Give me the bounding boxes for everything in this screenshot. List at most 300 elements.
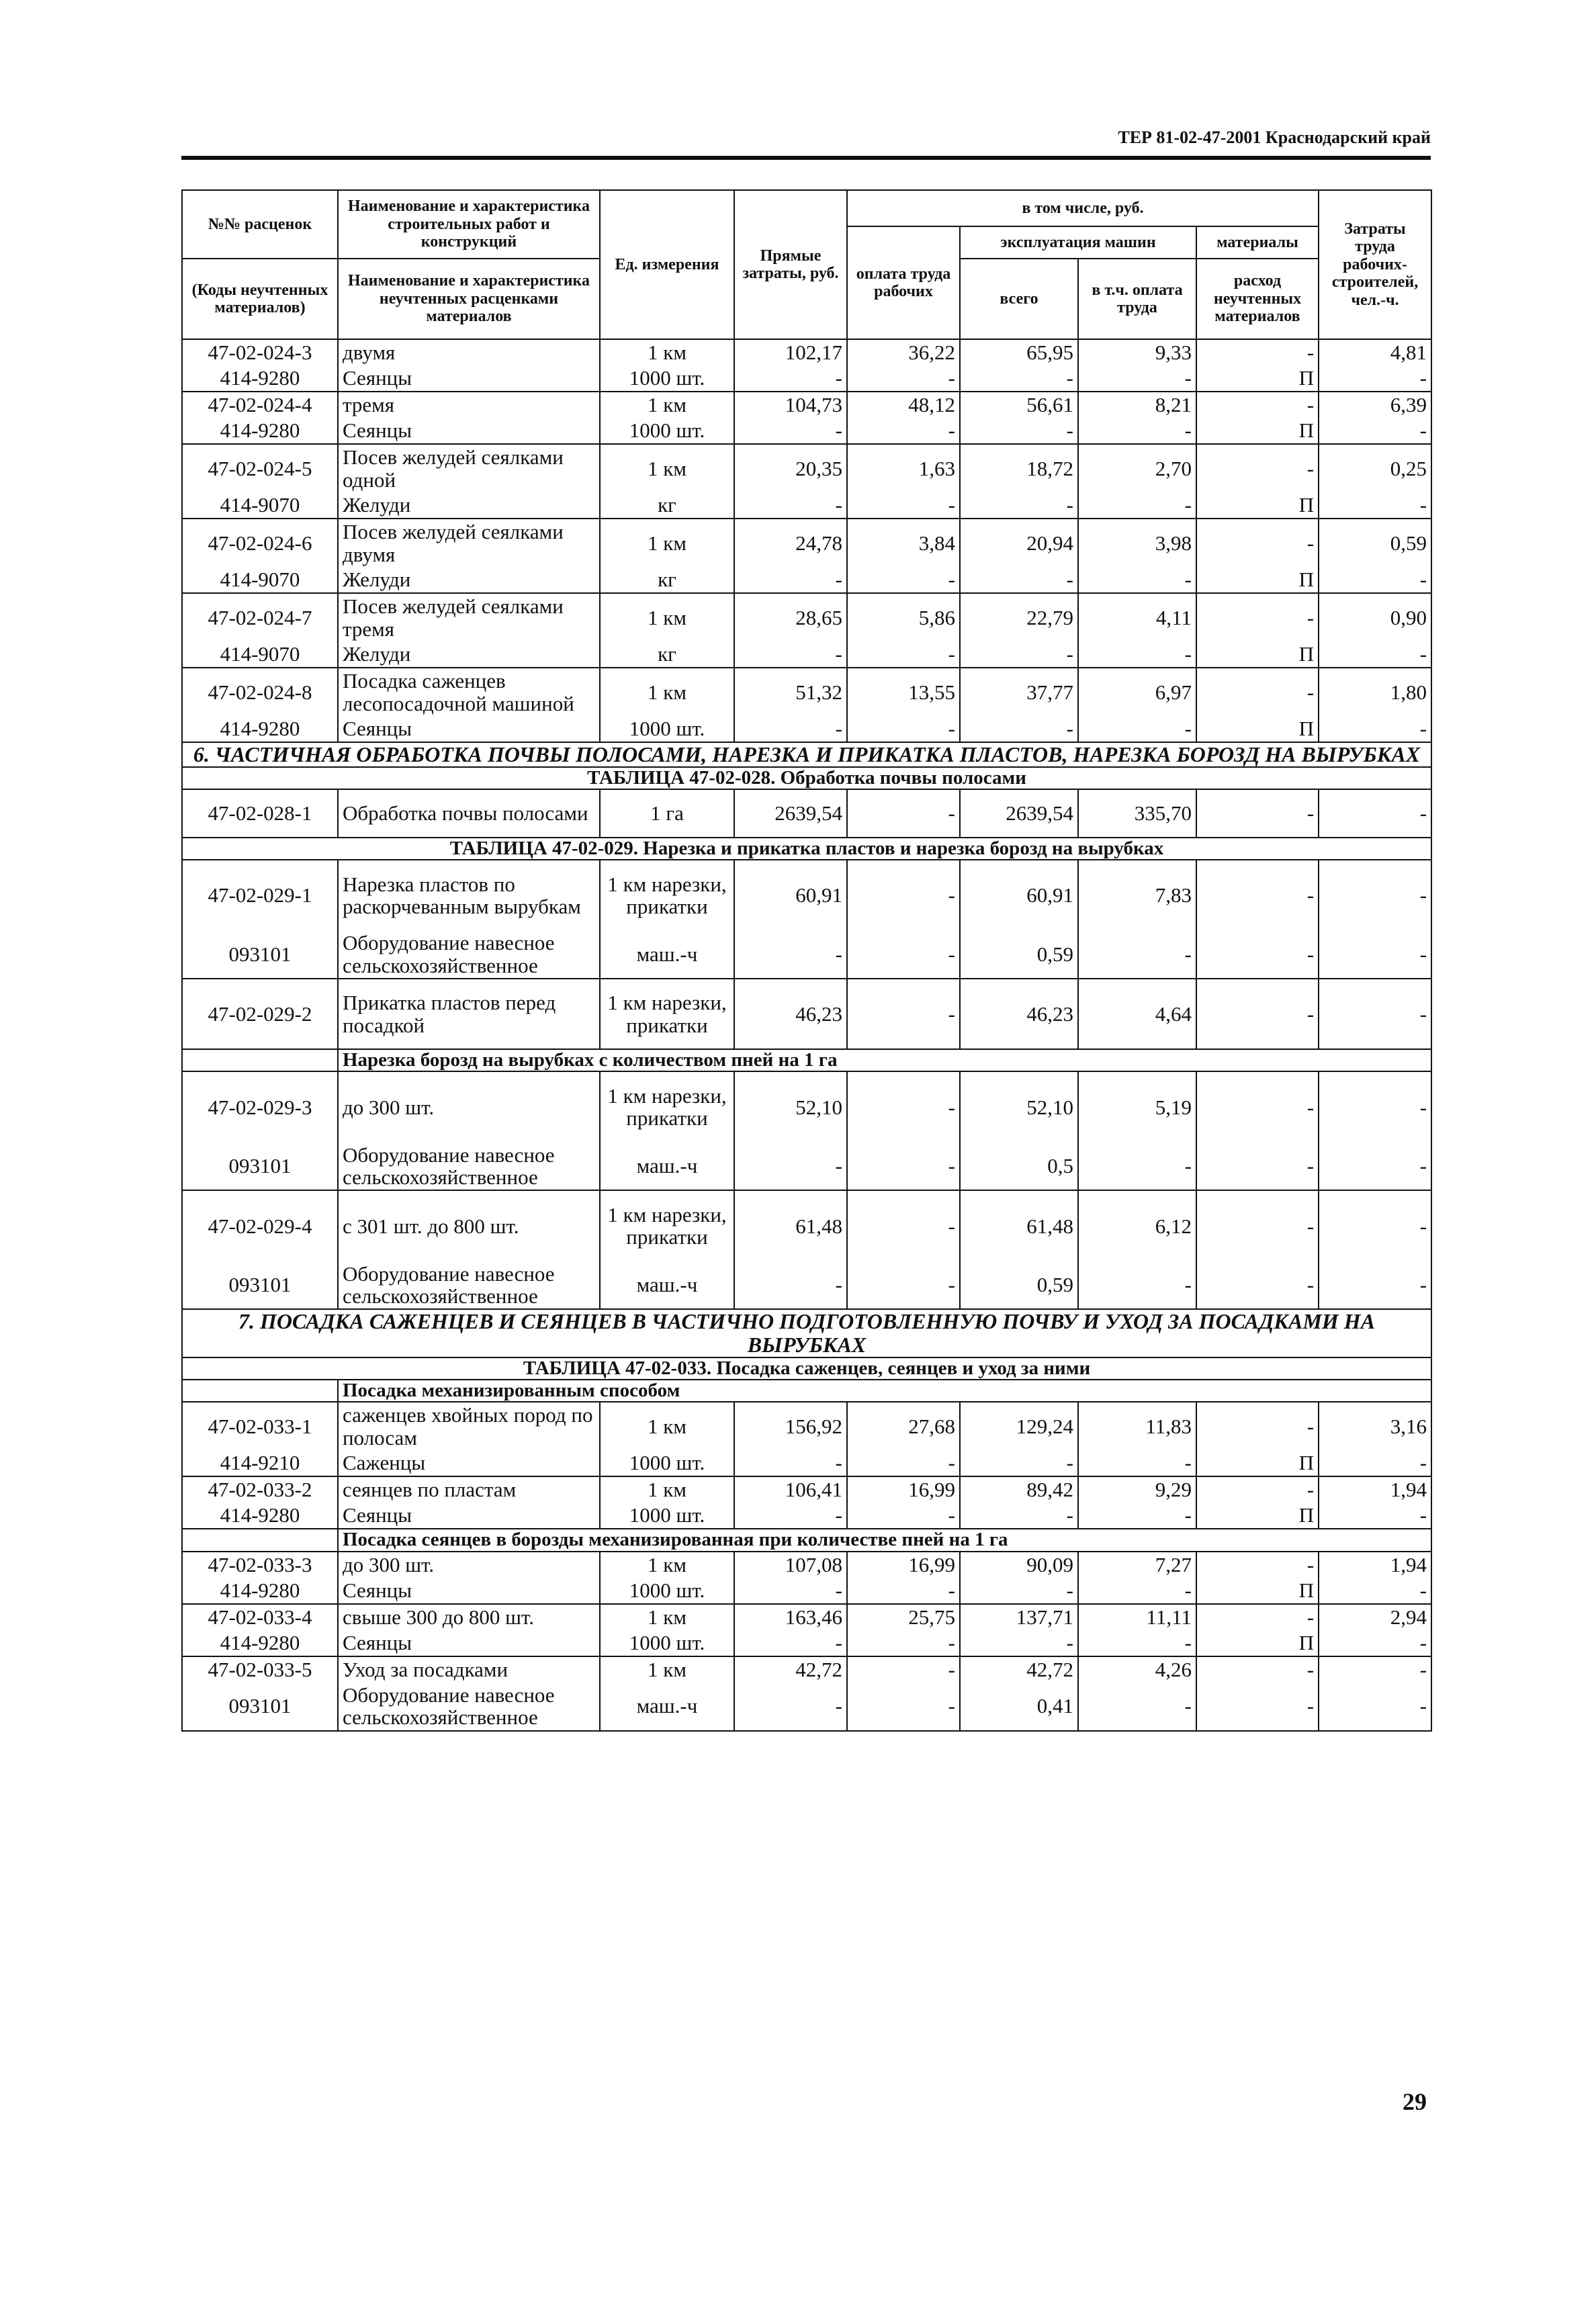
- cell-direct: -: [734, 492, 847, 519]
- cell-direct: -: [734, 418, 847, 444]
- cell-name: Желуди: [338, 641, 600, 668]
- col-code-bottom: (Коды неучтенных материалов): [182, 259, 338, 339]
- cell-labor: -: [847, 1190, 960, 1261]
- material-row: [182, 1261, 1431, 1309]
- cell-name: Оборудование навесное сельскохозяйственное: [338, 1683, 600, 1731]
- cell-direct: 102,17: [734, 339, 847, 365]
- cell-workers: -: [1319, 1190, 1431, 1261]
- cell-machines-labor: -: [1078, 365, 1196, 392]
- cell-name: свыше 300 до 800 шт.: [338, 1604, 600, 1630]
- cell-unit: кг: [600, 567, 734, 593]
- cell-code: 093101: [182, 1142, 338, 1190]
- cell-machines-labor: -: [1078, 1142, 1196, 1190]
- table-head: [182, 190, 1431, 339]
- blank-cell: [182, 1529, 338, 1551]
- cell-direct: -: [734, 1503, 847, 1529]
- cell-workers: -: [1319, 860, 1431, 930]
- material-row: [182, 567, 1431, 593]
- material-row: [182, 1450, 1431, 1476]
- cell-name: саженцев хвойных пород по полосам: [338, 1402, 600, 1450]
- cell-workers: -: [1319, 716, 1431, 742]
- cell-materials: П: [1196, 365, 1319, 392]
- cell-labor: 27,68: [847, 1402, 960, 1450]
- cell-name: Желуди: [338, 492, 600, 519]
- cell-direct: 156,92: [734, 1402, 847, 1450]
- cell-machines-labor: -: [1078, 1450, 1196, 1476]
- cell-unit: 1 км: [600, 1476, 734, 1503]
- cell-unit: маш.-ч: [600, 1683, 734, 1731]
- cell-labor: 13,55: [847, 668, 960, 716]
- cell-machines-labor: 4,26: [1078, 1656, 1196, 1683]
- cell-direct: -: [734, 1261, 847, 1309]
- col-materials-sub: расход неучтенных материалов: [1196, 259, 1319, 339]
- cell-machines-labor: 8,21: [1078, 392, 1196, 418]
- cell-name: Обработка почвы полосами: [338, 789, 600, 838]
- cell-unit: 1000 шт.: [600, 1578, 734, 1604]
- cell-name: Оборудование навесное сельскохозяйственное: [338, 1142, 600, 1190]
- cell-unit: маш.-ч: [600, 1142, 734, 1190]
- cell-direct: -: [734, 930, 847, 979]
- cell-workers: -: [1319, 979, 1431, 1049]
- table-title-text: ТАБЛИЦА 47-02-029. Нарезка и прикатка пластов и нарезка борозд на вырубках: [182, 838, 1431, 860]
- cell-unit: маш.-ч: [600, 930, 734, 979]
- table-row: [182, 668, 1431, 716]
- cell-name: Сеянцы: [338, 418, 600, 444]
- cell-machines-labor: -: [1078, 930, 1196, 979]
- cell-machines-labor: 335,70: [1078, 789, 1196, 838]
- cell-direct: -: [734, 1578, 847, 1604]
- table-row: [182, 979, 1431, 1049]
- cell-machines-total: 129,24: [960, 1402, 1078, 1450]
- cell-direct: -: [734, 1630, 847, 1656]
- cell-unit: маш.-ч: [600, 1261, 734, 1309]
- cell-direct: 2639,54: [734, 789, 847, 838]
- cell-name: Сеянцы: [338, 1630, 600, 1656]
- col-materials: материалы: [1196, 226, 1319, 259]
- cell-code: 414-9070: [182, 567, 338, 593]
- cell-code: 47-02-033-5: [182, 1656, 338, 1683]
- material-row: [182, 716, 1431, 742]
- cell-machines-total: -: [960, 418, 1078, 444]
- material-row: [182, 1578, 1431, 1604]
- cell-name: Посев желудей сеялками тремя: [338, 593, 600, 641]
- cell-code: 47-02-024-6: [182, 519, 338, 567]
- cell-name: тремя: [338, 392, 600, 418]
- cell-code: 47-02-024-4: [182, 392, 338, 418]
- cell-materials: -: [1196, 1552, 1319, 1578]
- cell-name: сеянцев по пластам: [338, 1476, 600, 1503]
- cell-machines-labor: -: [1078, 492, 1196, 519]
- cell-labor: -: [847, 1071, 960, 1142]
- cell-materials: -: [1196, 789, 1319, 838]
- group-subheading: [182, 1529, 1431, 1551]
- table-row: [182, 392, 1431, 418]
- cell-direct: 24,78: [734, 519, 847, 567]
- cell-labor: -: [847, 1683, 960, 1731]
- cell-code: 47-02-033-1: [182, 1402, 338, 1450]
- cell-unit: 1 га: [600, 789, 734, 838]
- cell-labor: -: [847, 930, 960, 979]
- cell-unit: 1 км нарезки, прикатки: [600, 979, 734, 1049]
- cell-code: 093101: [182, 930, 338, 979]
- col-name-bottom: Наименование и характеристика неучтенных расценками материалов: [338, 259, 600, 339]
- col-code-top: №№ расценок: [182, 190, 338, 259]
- cell-machines-total: 22,79: [960, 593, 1078, 641]
- cell-labor: -: [847, 1503, 960, 1529]
- cell-labor: -: [847, 716, 960, 742]
- group-subheading: [182, 1049, 1431, 1071]
- cell-workers: -: [1319, 567, 1431, 593]
- material-row: [182, 365, 1431, 392]
- col-unit: Ед. измерения: [600, 190, 734, 339]
- cell-machines-total: 60,91: [960, 860, 1078, 930]
- cell-labor: -: [847, 1578, 960, 1604]
- material-row: [182, 1683, 1431, 1731]
- cell-labor: 48,12: [847, 392, 960, 418]
- cell-machines-total: 61,48: [960, 1190, 1078, 1261]
- cell-materials: -: [1196, 519, 1319, 567]
- cell-labor: -: [847, 1261, 960, 1309]
- cell-machines-total: -: [960, 716, 1078, 742]
- cell-labor: 25,75: [847, 1604, 960, 1630]
- table-title: [182, 767, 1431, 789]
- cell-unit: 1 км: [600, 444, 734, 492]
- cell-workers: -: [1319, 1261, 1431, 1309]
- cell-machines-labor: 3,98: [1078, 519, 1196, 567]
- cell-machines-total: -: [960, 641, 1078, 668]
- cell-code: 47-02-024-8: [182, 668, 338, 716]
- cell-name: Посев желудей сеялками двумя: [338, 519, 600, 567]
- cell-machines-total: 52,10: [960, 1071, 1078, 1142]
- table-title-text: ТАБЛИЦА 47-02-033. Посадка саженцев, сеянцев и уход за ними: [182, 1357, 1431, 1380]
- cell-machines-labor: 11,83: [1078, 1402, 1196, 1450]
- cell-machines-total: 56,61: [960, 392, 1078, 418]
- cell-code: 47-02-024-5: [182, 444, 338, 492]
- material-row: [182, 1142, 1431, 1190]
- cell-labor: -: [847, 1656, 960, 1683]
- cell-labor: -: [847, 365, 960, 392]
- cell-unit: 1 км: [600, 1604, 734, 1630]
- cell-machines-total: -: [960, 1503, 1078, 1529]
- cell-materials: -: [1196, 1142, 1319, 1190]
- cell-direct: -: [734, 641, 847, 668]
- col-machines: эксплуатация машин: [960, 226, 1196, 259]
- cell-machines-labor: -: [1078, 1630, 1196, 1656]
- cell-machines-total: -: [960, 492, 1078, 519]
- cell-machines-total: 18,72: [960, 444, 1078, 492]
- cell-code: 414-9070: [182, 641, 338, 668]
- cell-machines-total: -: [960, 365, 1078, 392]
- cell-code: 47-02-033-3: [182, 1552, 338, 1578]
- cell-direct: 46,23: [734, 979, 847, 1049]
- cell-machines-total: 2639,54: [960, 789, 1078, 838]
- material-row: [182, 1630, 1431, 1656]
- cell-materials: -: [1196, 1190, 1319, 1261]
- cell-workers: -: [1319, 1656, 1431, 1683]
- cell-machines-labor: -: [1078, 567, 1196, 593]
- cell-workers: -: [1319, 1450, 1431, 1476]
- cell-machines-total: 37,77: [960, 668, 1078, 716]
- cell-machines-labor: -: [1078, 1503, 1196, 1529]
- table-row: [182, 1402, 1431, 1450]
- cell-unit: 1 км: [600, 1552, 734, 1578]
- cell-direct: 42,72: [734, 1656, 847, 1683]
- cell-unit: 1 км нарезки, прикатки: [600, 1071, 734, 1142]
- cell-unit: 1000 шт.: [600, 1503, 734, 1529]
- table-row: [182, 1552, 1431, 1578]
- cell-name: Нарезка пластов по раскорчеванным вырубкам: [338, 860, 600, 930]
- cell-machines-labor: -: [1078, 1261, 1196, 1309]
- cell-unit: 1 км: [600, 668, 734, 716]
- cell-direct: -: [734, 1142, 847, 1190]
- cell-workers: 3,16: [1319, 1402, 1431, 1450]
- col-name-top: Наименование и характеристика строительных работ и конструкций: [338, 190, 600, 259]
- cell-machines-total: 65,95: [960, 339, 1078, 365]
- cell-workers: 2,94: [1319, 1604, 1431, 1630]
- section-heading-text: 6. ЧАСТИЧНАЯ ОБРАБОТКА ПОЧВЫ ПОЛОСАМИ, НАРЕЗКА И ПРИКАТКА ПЛАСТОВ, НАРЕЗКА БОРОЗД НА ВЫРУБКАХ: [182, 742, 1431, 767]
- cell-direct: 163,46: [734, 1604, 847, 1630]
- cell-machines-total: -: [960, 567, 1078, 593]
- cell-materials: П: [1196, 492, 1319, 519]
- cell-materials: -: [1196, 860, 1319, 930]
- cell-name: Оборудование навесное сельскохозяйственное: [338, 1261, 600, 1309]
- cell-workers: -: [1319, 641, 1431, 668]
- cell-unit: 1 км: [600, 519, 734, 567]
- cell-machines-labor: 4,11: [1078, 593, 1196, 641]
- cell-unit: 1000 шт.: [600, 716, 734, 742]
- cell-workers: -: [1319, 1578, 1431, 1604]
- cell-materials: -: [1196, 1261, 1319, 1309]
- cell-machines-total: 46,23: [960, 979, 1078, 1049]
- cell-materials: -: [1196, 1071, 1319, 1142]
- material-row: [182, 641, 1431, 668]
- table-row: [182, 789, 1431, 838]
- cell-workers: 6,39: [1319, 392, 1431, 418]
- cell-labor: 36,22: [847, 339, 960, 365]
- cell-labor: 16,99: [847, 1476, 960, 1503]
- cell-materials: -: [1196, 339, 1319, 365]
- cell-code: 47-02-028-1: [182, 789, 338, 838]
- cell-code: 47-02-033-2: [182, 1476, 338, 1503]
- cell-machines-total: 89,42: [960, 1476, 1078, 1503]
- cell-workers: -: [1319, 930, 1431, 979]
- cell-workers: -: [1319, 1630, 1431, 1656]
- material-row: [182, 930, 1431, 979]
- cell-name: Посев желудей сеялками одной: [338, 444, 600, 492]
- group-subheading-text: Нарезка борозд на вырубках с количеством пней на 1 га: [338, 1049, 1431, 1071]
- cell-code: 414-9280: [182, 1578, 338, 1604]
- cell-labor: -: [847, 979, 960, 1049]
- cell-materials: П: [1196, 1503, 1319, 1529]
- col-labor: оплата труда рабочих: [847, 226, 960, 339]
- cell-machines-total: 0,59: [960, 1261, 1078, 1309]
- cell-name: Сеянцы: [338, 1503, 600, 1529]
- cell-workers: -: [1319, 1683, 1431, 1731]
- cell-code: 414-9280: [182, 1630, 338, 1656]
- cell-code: 47-02-024-7: [182, 593, 338, 641]
- rates-table: [181, 189, 1432, 1732]
- cell-labor: 3,84: [847, 519, 960, 567]
- cell-name: до 300 шт.: [338, 1552, 600, 1578]
- cell-direct: 104,73: [734, 392, 847, 418]
- cell-machines-labor: 6,97: [1078, 668, 1196, 716]
- cell-materials: -: [1196, 668, 1319, 716]
- cell-labor: -: [847, 641, 960, 668]
- cell-labor: -: [847, 860, 960, 930]
- rates-table-container: [181, 189, 1431, 1732]
- cell-workers: -: [1319, 418, 1431, 444]
- cell-machines-labor: -: [1078, 641, 1196, 668]
- cell-code: 414-9280: [182, 418, 338, 444]
- cell-code: 093101: [182, 1683, 338, 1731]
- table-row: [182, 519, 1431, 567]
- document-header: ТЕР 81-02-47-2001 Краснодарский край: [1118, 128, 1431, 147]
- cell-code: 093101: [182, 1261, 338, 1309]
- cell-machines-total: -: [960, 1578, 1078, 1604]
- col-machines-total: всего: [960, 259, 1078, 339]
- cell-unit: 1 км: [600, 1402, 734, 1450]
- cell-machines-labor: 4,64: [1078, 979, 1196, 1049]
- table-row: [182, 339, 1431, 365]
- cell-labor: -: [847, 567, 960, 593]
- cell-direct: 60,91: [734, 860, 847, 930]
- cell-direct: -: [734, 1450, 847, 1476]
- section-heading-text: 7. ПОСАДКА САЖЕНЦЕВ И СЕЯНЦЕВ В ЧАСТИЧНО ПОДГОТОВЛЕННУЮ ПОЧВУ И УХОД ЗА ПОСАДКАМИ НА ВЫРУБКАХ: [182, 1309, 1431, 1357]
- cell-unit: кг: [600, 641, 734, 668]
- cell-machines-labor: -: [1078, 716, 1196, 742]
- cell-name: Посадка саженцев лесопосадочной машиной: [338, 668, 600, 716]
- col-direct: Прямые затраты, руб.: [734, 190, 847, 339]
- cell-materials: -: [1196, 1604, 1319, 1630]
- cell-workers: -: [1319, 1503, 1431, 1529]
- cell-machines-total: 20,94: [960, 519, 1078, 567]
- cell-labor: 1,63: [847, 444, 960, 492]
- cell-workers: 0,59: [1319, 519, 1431, 567]
- cell-name: до 300 шт.: [338, 1071, 600, 1142]
- table-body: [182, 339, 1431, 1731]
- cell-code: 47-02-033-4: [182, 1604, 338, 1630]
- cell-labor: -: [847, 1450, 960, 1476]
- table-row: [182, 1656, 1431, 1683]
- cell-machines-labor: -: [1078, 418, 1196, 444]
- cell-machines-total: -: [960, 1450, 1078, 1476]
- table-row: [182, 1190, 1431, 1261]
- cell-workers: 0,90: [1319, 593, 1431, 641]
- material-row: [182, 492, 1431, 519]
- cell-materials: -: [1196, 1402, 1319, 1450]
- cell-machines-labor: 9,33: [1078, 339, 1196, 365]
- cell-materials: П: [1196, 1450, 1319, 1476]
- cell-workers: 0,25: [1319, 444, 1431, 492]
- cell-machines-total: 42,72: [960, 1656, 1078, 1683]
- cell-direct: 52,10: [734, 1071, 847, 1142]
- cell-direct: -: [734, 716, 847, 742]
- cell-materials: -: [1196, 1683, 1319, 1731]
- cell-machines-total: 90,09: [960, 1552, 1078, 1578]
- table-title: [182, 838, 1431, 860]
- cell-unit: 1 км нарезки, прикатки: [600, 1190, 734, 1261]
- cell-workers: -: [1319, 1071, 1431, 1142]
- cell-direct: 61,48: [734, 1190, 847, 1261]
- cell-name: Прикатка пластов перед посадкой: [338, 979, 600, 1049]
- cell-machines-total: 0,41: [960, 1683, 1078, 1731]
- cell-labor: 5,86: [847, 593, 960, 641]
- cell-name: Оборудование навесное сельскохозяйственное: [338, 930, 600, 979]
- cell-unit: 1 км: [600, 1656, 734, 1683]
- section-heading: [182, 742, 1431, 767]
- cell-materials: -: [1196, 1656, 1319, 1683]
- material-row: [182, 418, 1431, 444]
- cell-machines-total: -: [960, 1630, 1078, 1656]
- cell-workers: 1,94: [1319, 1476, 1431, 1503]
- cell-labor: -: [847, 789, 960, 838]
- cell-unit: 1 км: [600, 339, 734, 365]
- cell-name: Сеянцы: [338, 716, 600, 742]
- table-row: [182, 444, 1431, 492]
- cell-materials: -: [1196, 593, 1319, 641]
- cell-unit: 1 км: [600, 593, 734, 641]
- cell-workers: 1,94: [1319, 1552, 1431, 1578]
- cell-name: Сеянцы: [338, 1578, 600, 1604]
- cell-materials: П: [1196, 567, 1319, 593]
- cell-name: Саженцы: [338, 1450, 600, 1476]
- cell-machines-labor: 2,70: [1078, 444, 1196, 492]
- cell-code: 414-9280: [182, 1503, 338, 1529]
- cell-code: 414-9280: [182, 716, 338, 742]
- group-subheading-text: Посадка механизированным способом: [338, 1380, 1431, 1402]
- cell-materials: -: [1196, 392, 1319, 418]
- table-row: [182, 1071, 1431, 1142]
- header-rule: [181, 156, 1431, 160]
- cell-machines-total: 0,59: [960, 930, 1078, 979]
- cell-code: 414-9280: [182, 365, 338, 392]
- cell-unit: кг: [600, 492, 734, 519]
- cell-code: 414-9210: [182, 1450, 338, 1476]
- cell-direct: -: [734, 1683, 847, 1731]
- cell-machines-labor: 11,11: [1078, 1604, 1196, 1630]
- cell-workers: -: [1319, 789, 1431, 838]
- cell-labor: -: [847, 1142, 960, 1190]
- cell-unit: 1000 шт.: [600, 365, 734, 392]
- cell-name: Уход за посадками: [338, 1656, 600, 1683]
- cell-unit: 1 км: [600, 392, 734, 418]
- cell-materials: -: [1196, 1476, 1319, 1503]
- cell-machines-labor: -: [1078, 1683, 1196, 1731]
- cell-materials: П: [1196, 641, 1319, 668]
- cell-materials: П: [1196, 1578, 1319, 1604]
- col-machines-labor: в т.ч. оплата труда: [1078, 259, 1196, 339]
- cell-machines-labor: -: [1078, 1578, 1196, 1604]
- cell-direct: -: [734, 365, 847, 392]
- cell-labor: -: [847, 1630, 960, 1656]
- table-row: [182, 860, 1431, 930]
- cell-code: 47-02-024-3: [182, 339, 338, 365]
- cell-unit: 1 км нарезки, прикатки: [600, 860, 734, 930]
- cell-machines-labor: 7,27: [1078, 1552, 1196, 1578]
- section-heading: [182, 1309, 1431, 1357]
- blank-cell: [182, 1380, 338, 1402]
- cell-labor: 16,99: [847, 1552, 960, 1578]
- cell-direct: 28,65: [734, 593, 847, 641]
- cell-direct: 51,32: [734, 668, 847, 716]
- cell-machines-labor: 9,29: [1078, 1476, 1196, 1503]
- cell-code: 47-02-029-1: [182, 860, 338, 930]
- cell-labor: -: [847, 418, 960, 444]
- group-subheading: [182, 1380, 1431, 1402]
- cell-workers: -: [1319, 492, 1431, 519]
- cell-name: с 301 шт. до 800 шт.: [338, 1190, 600, 1261]
- page-number: 29: [1403, 2088, 1427, 2115]
